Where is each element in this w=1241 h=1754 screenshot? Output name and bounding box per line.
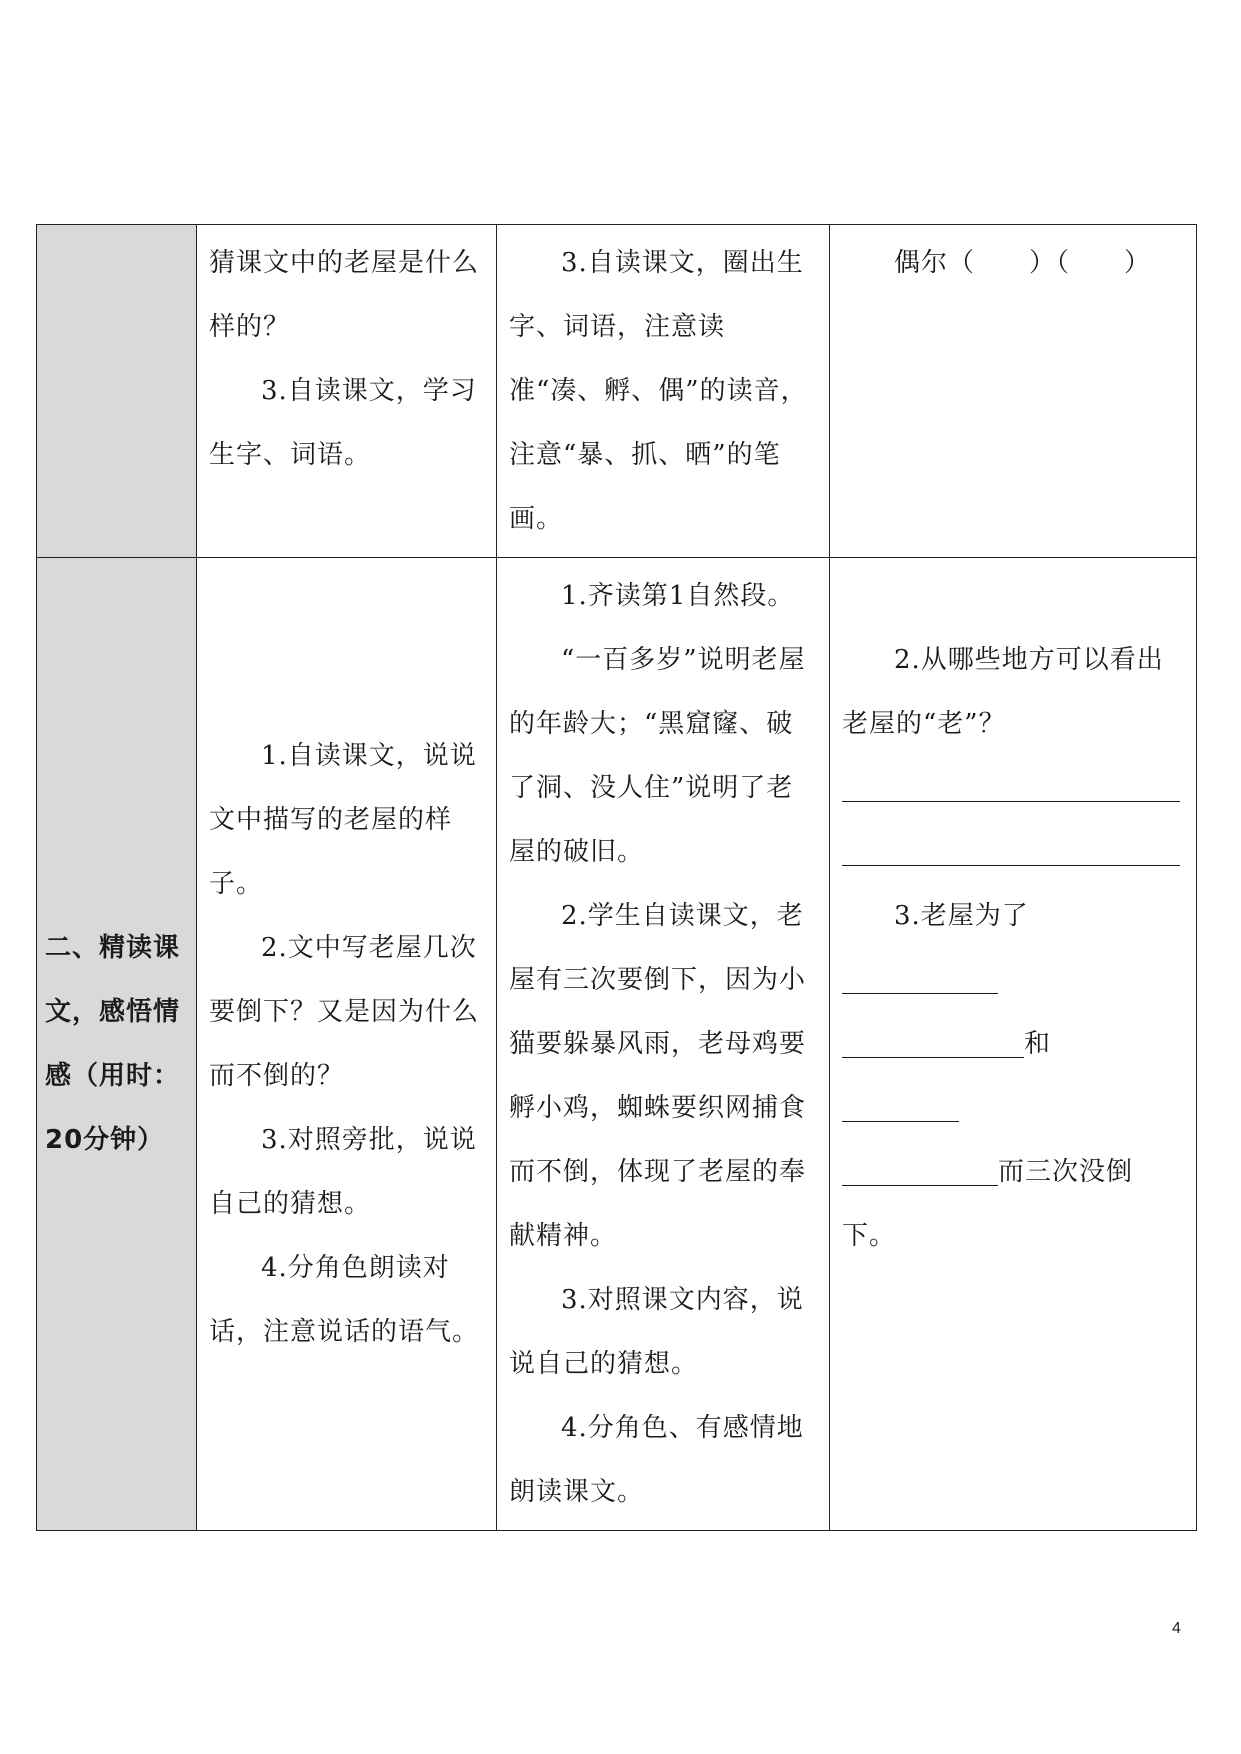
answer-blank: __________________________ <box>842 837 1180 867</box>
answer-blank: ____________ <box>842 965 998 995</box>
teacher-line: 2.文中写老屋几次要倒下？又是因为什么而不倒的？ <box>209 933 480 1091</box>
answer-blank: _________ <box>842 1093 959 1123</box>
student-line: 3.对照课文内容，说说自己的猜想。 <box>509 1285 804 1379</box>
student-line: 4.分角色、有感情地朗读课文。 <box>509 1413 804 1507</box>
exercise-line: 偶尔（ ）（ ） <box>894 248 1152 278</box>
teacher-line: 1.自读课文，说说文中描写的老屋的样子。 <box>209 741 477 899</box>
table-row <box>37 558 1197 1531</box>
exercise-line <box>842 1012 1184 1076</box>
student-line: 2.学生自读课文，老屋有三次要倒下，因为小猫要躲暴风雨，老母鸡要孵小鸡，蜘蛛要织网捕食而不倒，体现了老屋的奉献精神。 <box>509 901 807 1251</box>
student-line: 1.齐读第1自然段。 <box>561 581 795 611</box>
table-row <box>37 225 1197 558</box>
exercise-cell <box>830 558 1197 1531</box>
answer-blank: ____________ <box>842 1157 998 1187</box>
teacher-line: 3.自读课文，学习生字、词语。 <box>209 376 477 470</box>
teacher-activity-cell <box>197 558 497 1531</box>
conjunction-text: 和 <box>1024 1029 1052 1059</box>
student-line: 3.自读课文，圈出生字、词语，注意读准“凑、孵、偶”的读音，注意“暴、抓、晒”的笔画。 <box>509 248 808 534</box>
teacher-activity-cell <box>197 225 497 558</box>
exercise-line <box>842 1140 1184 1268</box>
exercise-question-3: 3.老屋为了 <box>894 901 1029 931</box>
answer-blank: __________________________ <box>842 773 1180 803</box>
student-activity-cell <box>497 558 830 1531</box>
section-cell <box>37 225 197 558</box>
exercise-question-2: 2.从哪些地方可以看出老屋的“老”？ <box>842 645 1164 739</box>
teacher-line: 猜课文中的老屋是什么样的？ <box>209 248 480 342</box>
exercise-suffix: 而三次没倒下。 <box>842 1157 1134 1251</box>
student-line: “一百多岁”说明老屋的年龄大；“黑窟窿、破了洞、没人住”说明了老屋的破旧。 <box>509 645 806 867</box>
teacher-line: 3.对照旁批，说说自己的猜想。 <box>209 1125 477 1219</box>
page-number: 4 <box>1172 1620 1181 1637</box>
section-cell <box>37 558 197 1531</box>
exercise-cell <box>830 225 1197 558</box>
answer-blank: ______________ <box>842 1029 1024 1059</box>
section-title: 二、精读课文，感悟情感（用时：20分钟） <box>45 933 181 1155</box>
lesson-plan-table <box>36 224 1197 1531</box>
teacher-line: 4.分角色朗读对话，注意说话的语气。 <box>209 1253 480 1347</box>
student-activity-cell <box>497 225 830 558</box>
